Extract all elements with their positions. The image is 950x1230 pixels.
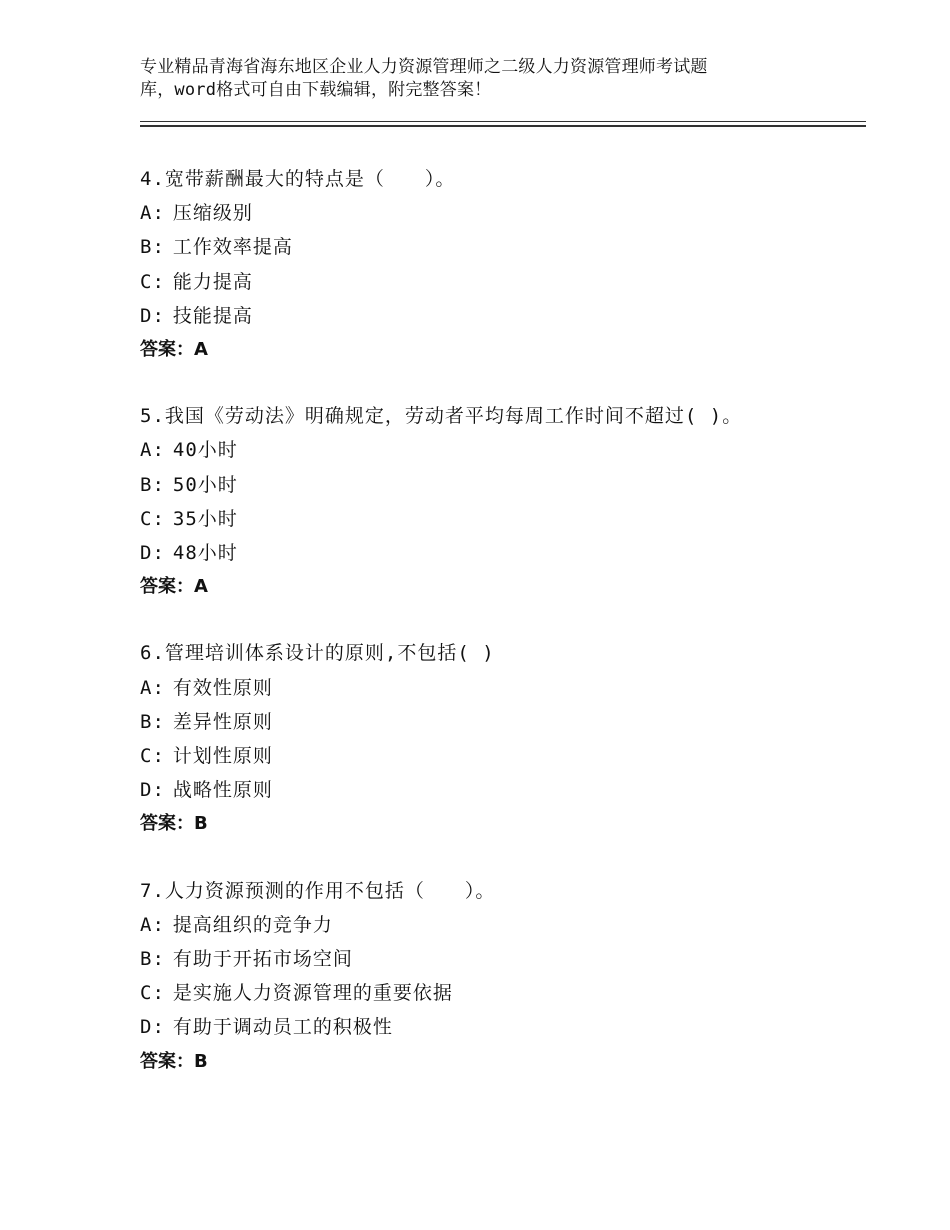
question-stem: 5.我国《劳动法》明确规定，劳动者平均每周工作时间不超过( )。 [140,405,743,428]
option-a [140,196,860,230]
option-text: 压缩级别 [172,202,253,225]
header-line-2: 库，word格式可自由下载编辑，附完整答案！ [140,80,492,100]
option-label: B: [140,710,165,733]
option-c [140,976,860,1010]
option-label: B: [140,948,165,971]
question-4 [140,162,860,367]
option-text: 提高组织的竞争力 [172,913,333,936]
option-text: 有助于调动员工的积极性 [172,1016,393,1039]
option-text: 差异性原则 [172,710,273,733]
option-label: B: [140,236,165,259]
option-a [140,433,860,467]
option-text: 能力提高 [172,270,253,293]
header-line-1: 专业精品青海省海东地区企业人力资源管理师之二级人力资源管理师考试题 [140,57,708,77]
option-d [140,773,860,807]
option-text: 48小时 [172,542,238,565]
answer-line: 答案：B [140,1050,208,1072]
option-text: 计划性原则 [172,745,273,768]
question-list [140,162,860,1111]
option-text: 有助于开拓市场空间 [172,948,353,971]
answer-line: 答案：A [140,339,208,361]
option-d [140,299,860,333]
option-c [140,265,860,299]
header-rule-thin [140,121,866,122]
option-text: 是实施人力资源管理的重要依据 [172,982,453,1005]
option-b [140,942,860,976]
option-label: A: [140,913,165,936]
option-label: D: [140,779,165,802]
option-label: A: [140,676,165,699]
option-text: 技能提高 [172,304,253,327]
answer-line: 答案：A [140,576,208,598]
answer-line: 答案：B [140,813,208,835]
option-text: 35小时 [172,507,238,530]
question-5 [140,399,860,604]
option-label: A: [140,439,165,462]
option-a [140,908,860,942]
option-text: 有效性原则 [172,676,273,699]
option-label: C: [140,507,165,530]
option-text: 50小时 [172,473,238,496]
option-label: A: [140,202,165,225]
option-c [140,739,860,773]
option-d [140,536,860,570]
option-label: B: [140,473,165,496]
option-label: C: [140,745,165,768]
option-label: C: [140,982,165,1005]
question-7 [140,874,860,1079]
option-b [140,230,860,264]
option-label: D: [140,542,165,565]
option-text: 40小时 [172,439,238,462]
option-label: D: [140,304,165,327]
header-rule-thick [140,125,866,127]
option-label: C: [140,270,165,293]
document-header [140,56,780,102]
option-text: 战略性原则 [172,779,273,802]
question-stem: 4.宽带薪酬最大的特点是（ ）。 [140,168,456,190]
option-text: 工作效率提高 [172,236,293,259]
question-stem: 7.人力资源预测的作用不包括（ ）。 [140,879,496,902]
option-b [140,468,860,502]
option-c [140,502,860,536]
question-6 [140,636,860,841]
option-d [140,1010,860,1044]
option-b [140,705,860,739]
option-a [140,671,860,705]
option-label: D: [140,1016,165,1039]
question-stem: 6.管理培训体系设计的原则,不包括( ) [140,642,495,665]
